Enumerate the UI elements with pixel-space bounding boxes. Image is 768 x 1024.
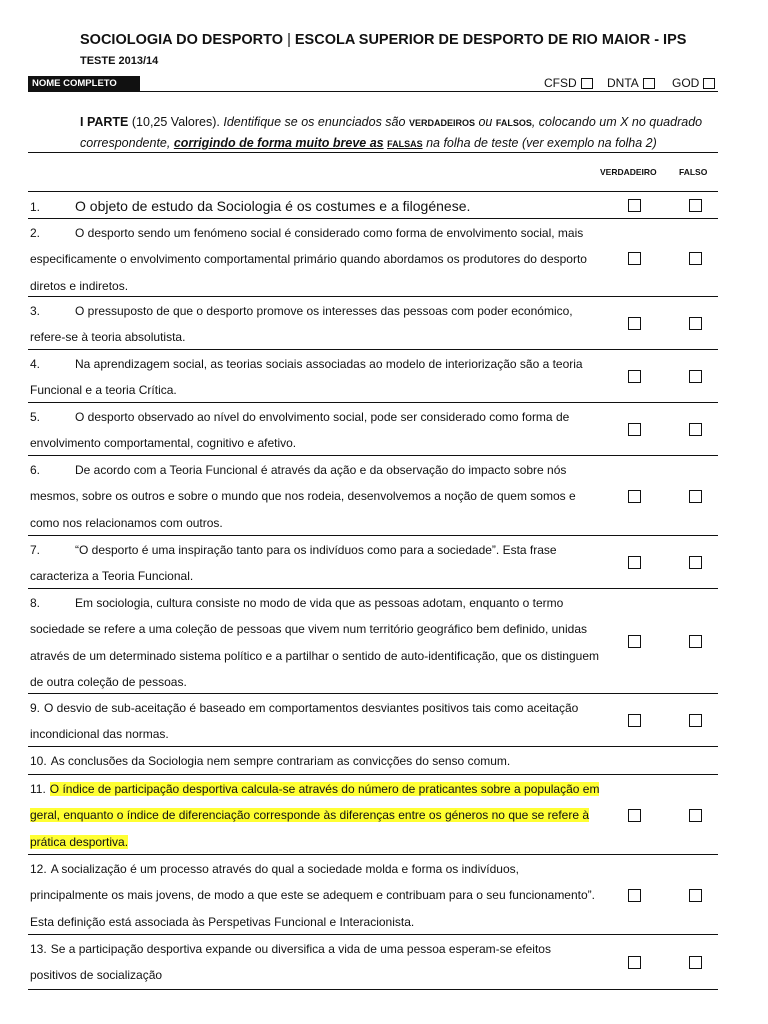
question-number: 4. xyxy=(30,357,41,371)
checkbox-god[interactable] xyxy=(703,78,715,89)
option-dnta[interactable] xyxy=(607,76,655,91)
question-statement: De acordo com a Teoria Funcional é através da ação e da observação do impacto sobre nós mesmos, sobre os outros e sobre o mundo que nos rodeia, desenvolvemos a noção de quem somos e como nos relacionamos com outros. xyxy=(30,463,576,530)
part-points: (10,25 Valores). xyxy=(131,115,220,129)
question-number: 7. xyxy=(30,543,41,557)
question-number: 1. xyxy=(30,200,41,214)
checkbox-dnta[interactable] xyxy=(643,78,655,89)
question-statement: Se a participação desportiva expande ou diversifica a vida de uma pessoa esperam-se efeitos positivos de socialização xyxy=(30,942,551,983)
question-statement: Em sociologia, cultura consiste no modo de vida que as pessoas adotam, enquanto o termo sociedade se refere a uma coleção de pessoas que vivem num território geográfico bem definido, unidas através de um determinado sistema político e a partilhar o sentido de auto-identificação, que os distinguem de outra coleção de pessoas. xyxy=(30,596,599,689)
question-row xyxy=(28,297,718,350)
question-number: 10. xyxy=(30,754,47,768)
instr-example: (ver exemplo na folha 2) xyxy=(522,136,657,150)
question-statement: O desporto sendo um fenómeno social é considerado como forma de envolvimento social, mais especificamente o envolvimento comportamental primário quando abordamos os produtores do desporto diretos e indiretos. xyxy=(30,226,587,293)
false-checkbox[interactable] xyxy=(689,199,702,212)
col-verdadeiro: VERDADEIRO xyxy=(600,167,657,177)
true-checkbox[interactable] xyxy=(628,490,641,503)
question-statement: O desporto observado ao nível do envolvimento social, pode ser considerado como forma de envolvimento comportamental, cognitivo e afetivo. xyxy=(30,410,570,451)
question-statement: O pressuposto de que o desporto promove os interesses das pessoas com poder económico, refere-se à teoria absolutista. xyxy=(30,304,573,345)
instr-verdadeiros: VERDADEIROS xyxy=(408,118,475,128)
question-number: 8. xyxy=(30,596,41,610)
option-god-label: GOD xyxy=(672,76,700,90)
true-checkbox[interactable] xyxy=(628,809,641,822)
question-text xyxy=(28,775,600,855)
question-statement: O desvio de sub-aceitação é baseado em comportamentos desviantes positivos tais como aceitação incondicional das normas. xyxy=(30,701,579,742)
true-checkbox[interactable] xyxy=(628,370,641,383)
true-checkbox[interactable] xyxy=(628,252,641,265)
question-row xyxy=(28,350,718,403)
false-checkbox[interactable] xyxy=(689,317,702,330)
true-checkbox[interactable] xyxy=(628,956,641,969)
question-statement: As conclusões da Sociologia nem sempre contrariam as convicções do senso comum. xyxy=(50,754,511,768)
true-checkbox[interactable] xyxy=(628,423,641,436)
true-checkbox[interactable] xyxy=(628,714,641,727)
question-row xyxy=(28,694,718,747)
question-statement: “O desporto é uma inspiração tanto para os indivíduos como para a sociedade”. Esta frase caracteriza a Teoria Funcional. xyxy=(30,543,557,584)
question-text xyxy=(28,855,600,935)
instr-correct: corrigindo de forma muito breve as xyxy=(173,136,384,150)
question-row xyxy=(28,403,718,456)
question-number: 11. xyxy=(30,782,46,796)
false-checkbox[interactable] xyxy=(689,252,702,265)
question-number: 3. xyxy=(30,304,41,318)
checkbox-cfsd[interactable] xyxy=(581,78,593,89)
question-row xyxy=(28,775,718,855)
true-checkbox[interactable] xyxy=(628,556,641,569)
question-row xyxy=(28,219,718,297)
instr-text-3: na folha de teste xyxy=(426,136,519,150)
instructions xyxy=(80,112,740,154)
question-row xyxy=(28,855,718,935)
option-god[interactable] xyxy=(672,76,715,91)
question-row xyxy=(28,935,718,990)
false-checkbox[interactable] xyxy=(689,556,702,569)
question-row xyxy=(28,192,718,219)
question-statement: O objeto de estudo da Sociologia é os costumes e a filogénese. xyxy=(75,198,471,214)
question-statement: A socialização é um processo através do qual a sociedade molda e forma os indivíduos, principalmente os mais jovens, de modo a que este se adequem e contribuam para o seu funcionamento”. Esta definição está associada às Perspetivas Funcional e Interacionista. xyxy=(30,862,595,929)
question-text xyxy=(28,589,600,695)
question-statement: Na aprendizagem social, as teorias sociais associadas ao modelo de interiorização são a teoria Funcional e a teoria Crítica. xyxy=(30,357,583,398)
question-text xyxy=(28,350,600,404)
question-number: 2. xyxy=(30,226,41,240)
question-number: 12. xyxy=(30,862,47,876)
false-checkbox[interactable] xyxy=(689,714,702,727)
instr-text-1: Identifique se os enunciados são xyxy=(223,115,406,129)
questions-table xyxy=(28,152,718,990)
true-checkbox[interactable] xyxy=(628,889,641,902)
instr-falsas: FALSAS xyxy=(387,139,423,149)
question-row xyxy=(28,536,718,589)
header-separator: | xyxy=(287,32,291,48)
table-header xyxy=(28,152,718,192)
option-dnta-label: DNTA xyxy=(607,76,639,90)
question-text xyxy=(28,747,600,774)
question-row xyxy=(28,589,718,694)
question-row xyxy=(28,747,718,775)
instr-ou: ou xyxy=(478,115,493,129)
option-cfsd-label: CFSD xyxy=(544,76,577,90)
question-number: 13. xyxy=(30,942,47,956)
question-number: 5. xyxy=(30,410,41,424)
question-text xyxy=(28,456,600,536)
name-field[interactable] xyxy=(28,76,718,92)
true-checkbox[interactable] xyxy=(628,199,641,212)
question-number: 9. xyxy=(30,701,41,715)
document-header xyxy=(80,32,686,48)
question-text xyxy=(28,935,600,989)
course-title: SOCIOLOGIA DO DESPORTO xyxy=(80,32,284,48)
question-text xyxy=(28,536,600,590)
part-title: I PARTE xyxy=(80,115,129,129)
true-checkbox[interactable] xyxy=(628,635,641,648)
false-checkbox[interactable] xyxy=(689,635,702,648)
question-text xyxy=(28,403,600,457)
false-checkbox[interactable] xyxy=(689,423,702,436)
question-text xyxy=(28,219,600,299)
question-text xyxy=(28,297,600,351)
true-checkbox[interactable] xyxy=(628,317,641,330)
instr-text-2: , colocando um X no quadrado correspondente, xyxy=(80,115,703,150)
question-row xyxy=(28,456,718,536)
option-cfsd[interactable] xyxy=(544,76,593,91)
false-checkbox[interactable] xyxy=(689,956,702,969)
instr-falsos: FALSOS xyxy=(495,118,532,128)
test-year: TESTE 2013/14 xyxy=(80,55,159,67)
false-checkbox[interactable] xyxy=(689,889,702,902)
question-text xyxy=(28,694,600,748)
false-checkbox[interactable] xyxy=(689,490,702,503)
question-statement-highlighted: O índice de participação desportiva calcula-se através do número de praticantes sobre a população em geral, enquanto o índice de diferenciação corresponde às diferenças entre os géneros no que se refere à prática desportiva. xyxy=(30,782,600,849)
question-text xyxy=(28,192,600,220)
col-falso: FALSO xyxy=(679,167,708,177)
false-checkbox[interactable] xyxy=(689,370,702,383)
question-number: 6. xyxy=(30,463,41,477)
false-checkbox[interactable] xyxy=(689,809,702,822)
name-label: NOME COMPLETO xyxy=(28,76,140,91)
school-name: ESCOLA SUPERIOR DE DESPORTO DE RIO MAIOR - IPS xyxy=(294,32,687,48)
